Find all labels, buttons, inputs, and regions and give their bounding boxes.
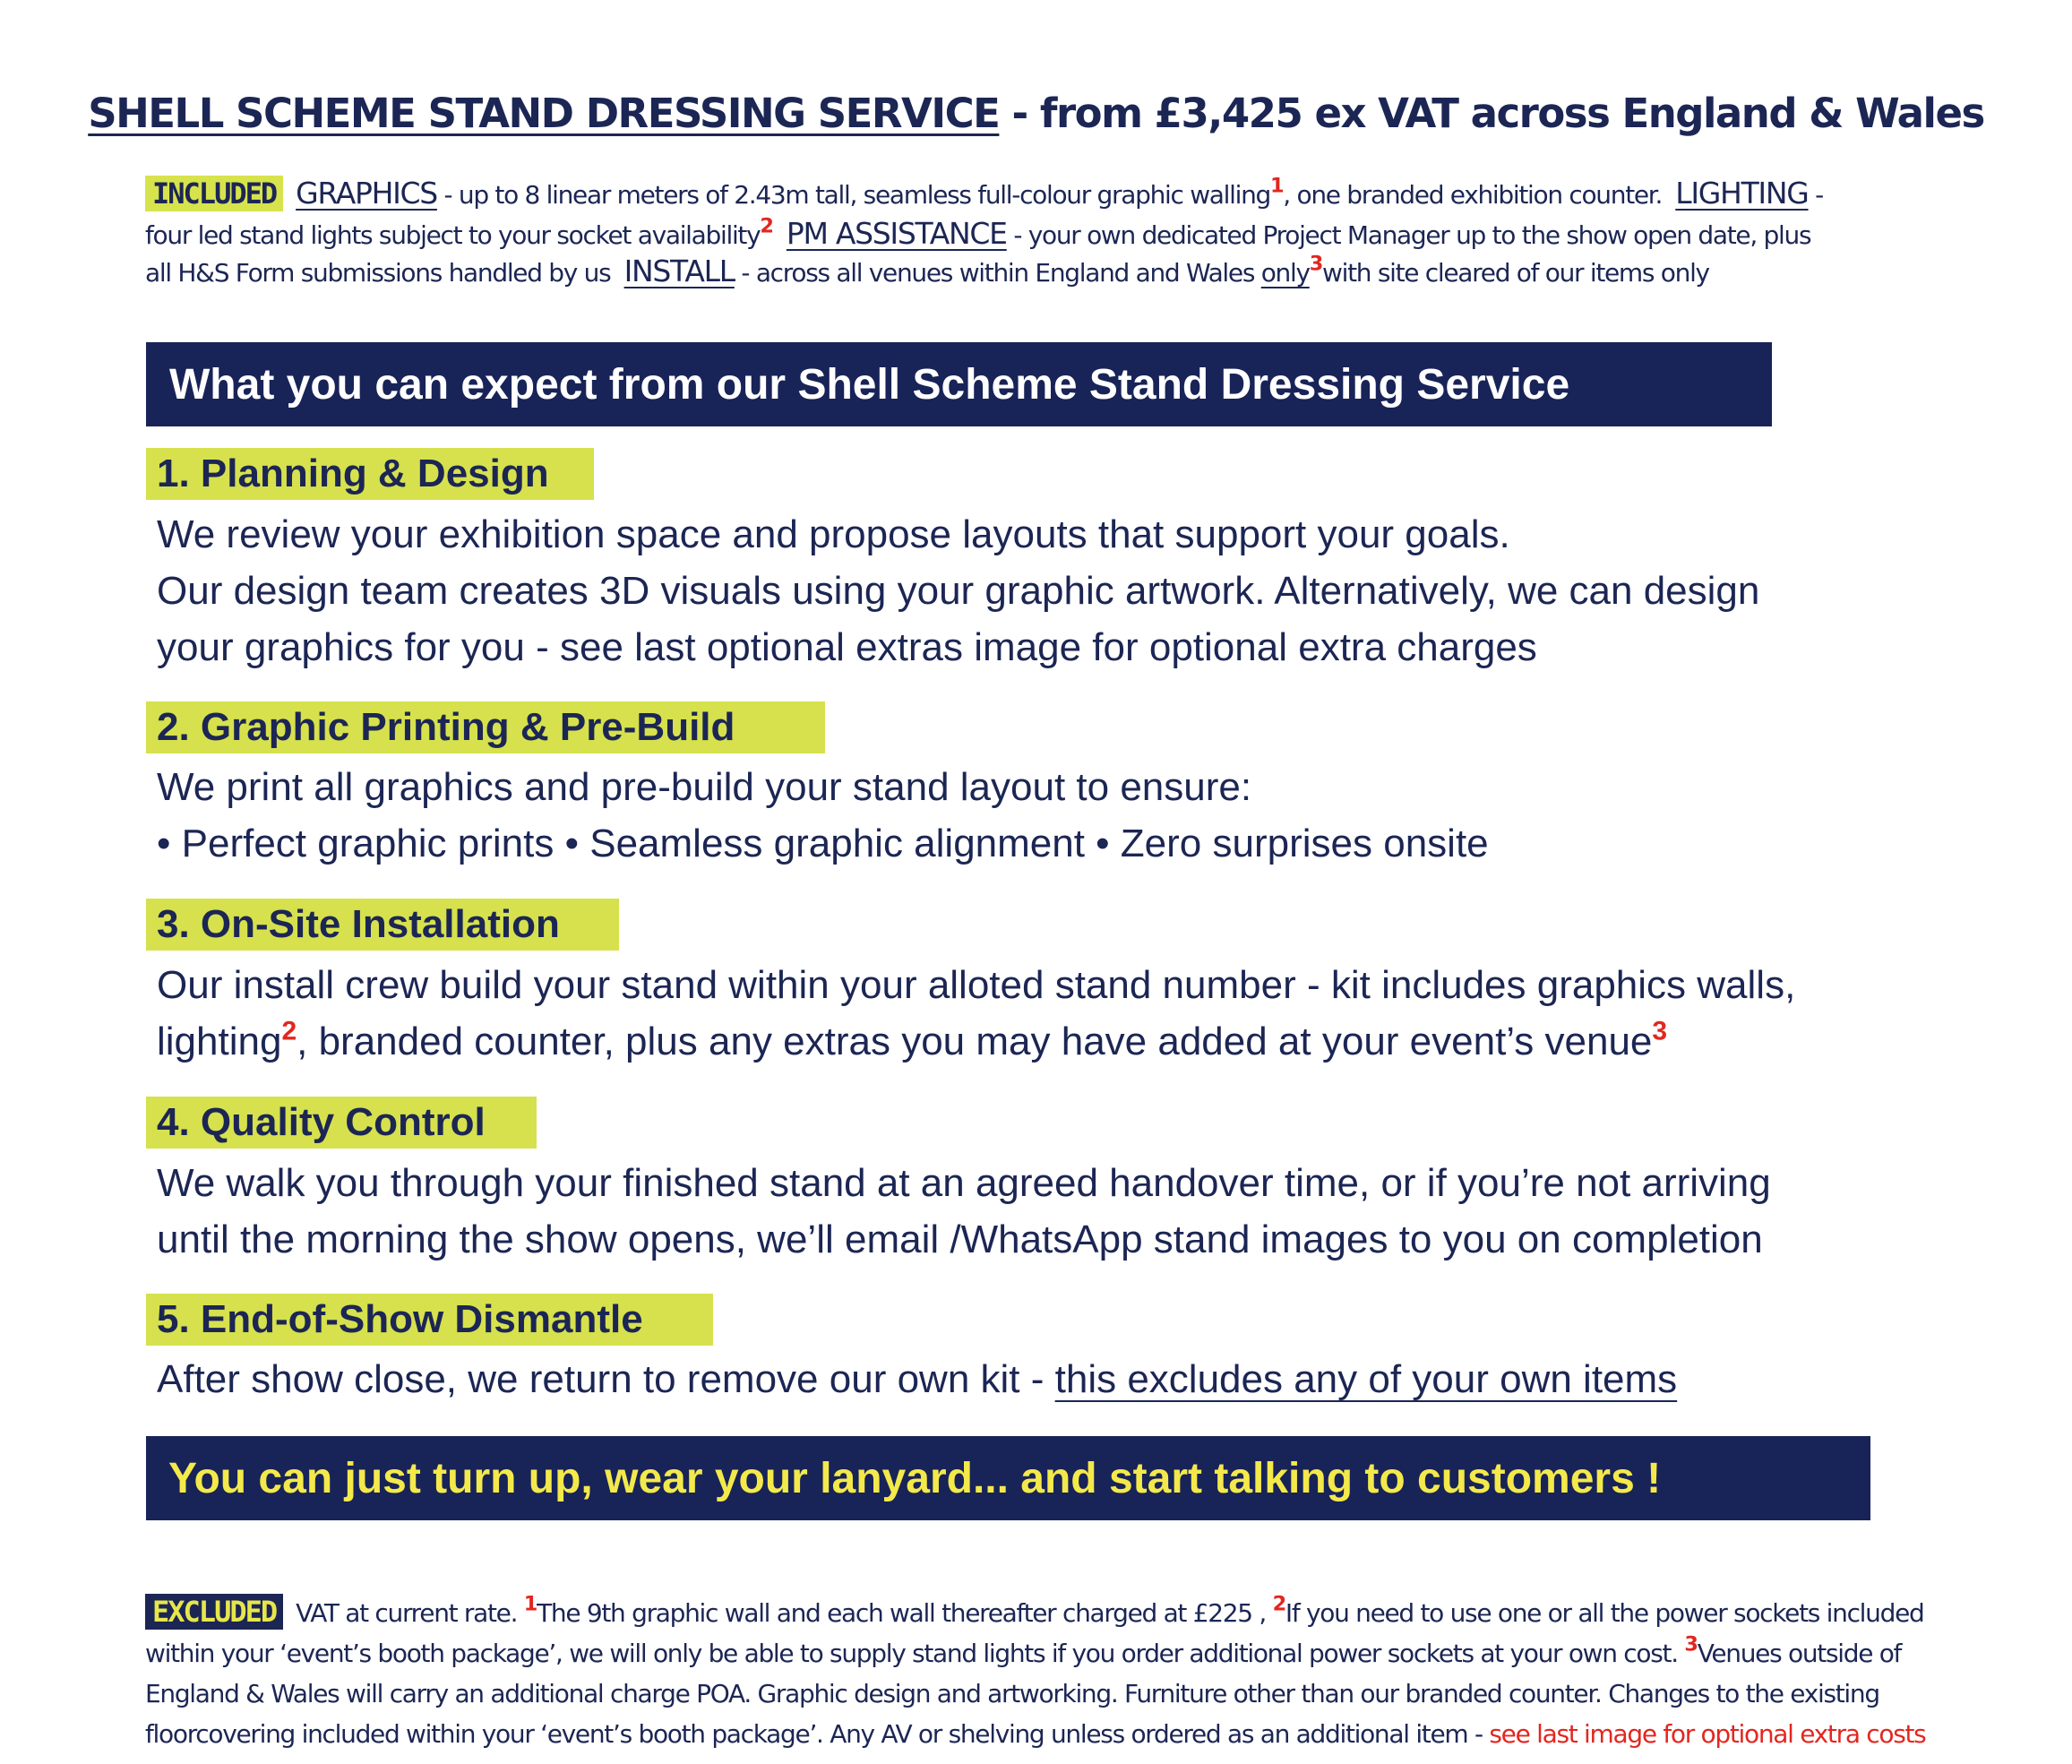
- step-3-footnote-2: 2: [281, 1016, 297, 1046]
- excluded-line-2: [145, 1632, 2008, 1673]
- excluded-vat: VAT at current rate.: [296, 1598, 524, 1628]
- step-5-text: After show close, we return to remove our own kit -: [157, 1357, 1055, 1401]
- step-1-line-3: your graphics for you - see last optional extras image for optional extra charges: [157, 625, 1537, 669]
- page-title: [0, 90, 2072, 137]
- step-2-line-2: • Perfect graphic prints • Seamless graphic alignment • Zero surprises onsite: [157, 822, 1489, 865]
- included-line-3: [145, 253, 2008, 292]
- footnote-1-marker: 1: [1270, 174, 1284, 198]
- excluded-text-3a: Venues outside of: [1697, 1639, 1902, 1668]
- lighting-label: LIGHTING: [1675, 176, 1809, 211]
- excluded-text-2b: within your ‘event’s booth package’, we will only be able to supply stand lights if you order additional power sockets at your own cost.: [145, 1639, 1685, 1668]
- pm-text-part1: - your own dedicated Project Manager up to the show open date, plus: [1006, 220, 1811, 250]
- step-1-body: [157, 506, 1984, 675]
- graphics-text: - up to 8 linear meters of 2.43m tall, seamless full-colour graphic walling: [436, 180, 1271, 210]
- section-banner: What you can expect from our Shell Scheme Stand Dressing Service: [146, 342, 1772, 426]
- footnote-2-marker: 2: [760, 214, 773, 238]
- graphics-label: GRAPHICS: [296, 176, 437, 211]
- install-text: - across all venues within England and Wales: [734, 258, 1261, 288]
- step-1-heading: 1. Planning & Design: [146, 448, 594, 500]
- step-3-lighting: lighting: [157, 1020, 282, 1063]
- step-5-body: [157, 1351, 1984, 1407]
- step-3-line-1: Our install crew build your stand within your alloted stand number - kit includes graphics walls,: [157, 963, 1796, 1007]
- excluded-line-1: [145, 1593, 2008, 1634]
- included-tag: INCLUDED: [145, 176, 283, 211]
- step-3-heading: 3. On-Site Installation: [146, 899, 619, 951]
- excluded-tag: EXCLUDED: [145, 1594, 283, 1630]
- install-only: only: [1260, 258, 1310, 288]
- excluded-footnote-1: 1: [523, 1592, 537, 1616]
- excluded-text-1: The 9th graphic wall and each wall thereafter charged at £225 ,: [537, 1598, 1273, 1628]
- graphics-text-2: , one branded exhibition counter.: [1283, 180, 1663, 210]
- step-2-line-1: We print all graphics and pre-build your stand layout to ensure:: [157, 765, 1252, 809]
- step-4-body: [157, 1155, 1984, 1268]
- install-text-2: with site cleared of our items only: [1322, 258, 1709, 288]
- step-3-body: [157, 957, 1984, 1070]
- excluded-footnote-2: 2: [1272, 1592, 1285, 1616]
- excluded-text-2a: If you need to use one or all the power sockets included: [1285, 1598, 1924, 1628]
- excluded-footnote-3: 3: [1684, 1632, 1698, 1656]
- install-label: INSTALL: [623, 254, 735, 288]
- pm-label: PM ASSISTANCE: [786, 216, 1007, 251]
- lighting-text: four led stand lights subject to your socket availability: [145, 220, 761, 250]
- step-5-heading: 5. End-of-Show Dismantle: [146, 1294, 713, 1346]
- excluded-line-4: [145, 1716, 2008, 1753]
- excluded-line-3: England & Wales will carry an additional charge POA. Graphic design and artworking. Furniture other than our branded counter. Changes to the existing: [145, 1679, 1879, 1708]
- step-3-footnote-3: 3: [1652, 1016, 1668, 1046]
- step-5-exclusion: this excludes any of your own items: [1054, 1357, 1678, 1401]
- headline-price: - from £3,425 ex VAT across England & Wales: [999, 90, 1984, 137]
- step-3-line-2: [157, 1013, 1984, 1070]
- pm-text-part2: all H&S Form submissions handled by us: [145, 258, 611, 288]
- included-line-2: [145, 215, 2008, 254]
- headline-service-name: SHELL SCHEME STAND DRESSING SERVICE: [88, 90, 1000, 137]
- step-1-line-1: We review your exhibition space and propose layouts that support your goals.: [157, 512, 1510, 556]
- step-4-line-2: until the morning the show opens, we’ll email /WhatsApp stand images to you on completion: [157, 1218, 1763, 1261]
- excluded-text-3c: floorcovering included within your ‘event’s booth package’. Any AV or shelving unless ordered as an additional item -: [145, 1719, 1490, 1749]
- step-2-heading: 2. Graphic Printing & Pre-Build: [146, 701, 825, 753]
- step-4-line-1: We walk you through your finished stand at an agreed handover time, or if you’re not arriving: [157, 1161, 1771, 1205]
- closing-banner: You can just turn up, wear your lanyard... and start talking to customers !: [146, 1436, 1870, 1520]
- step-3-line-2-text: , branded counter, plus any extras you may have added at your event’s venue: [297, 1020, 1653, 1063]
- footnote-3-marker: 3: [1309, 252, 1323, 276]
- step-1-line-2: Our design team creates 3D visuals using your graphic artwork. Alternatively, we can design: [157, 569, 1760, 613]
- step-4-heading: 4. Quality Control: [146, 1097, 537, 1149]
- extra-costs-note: see last image for optional extra costs: [1489, 1719, 1926, 1749]
- step-2-body: [157, 759, 1984, 872]
- included-line-1: INCLUDED GRAPHICS - up to 8 linear meters of 2.43m tall, seamless full-colour graphic walling$^1$, one branded exhibition counter. LIGHTING -: [145, 175, 2008, 214]
